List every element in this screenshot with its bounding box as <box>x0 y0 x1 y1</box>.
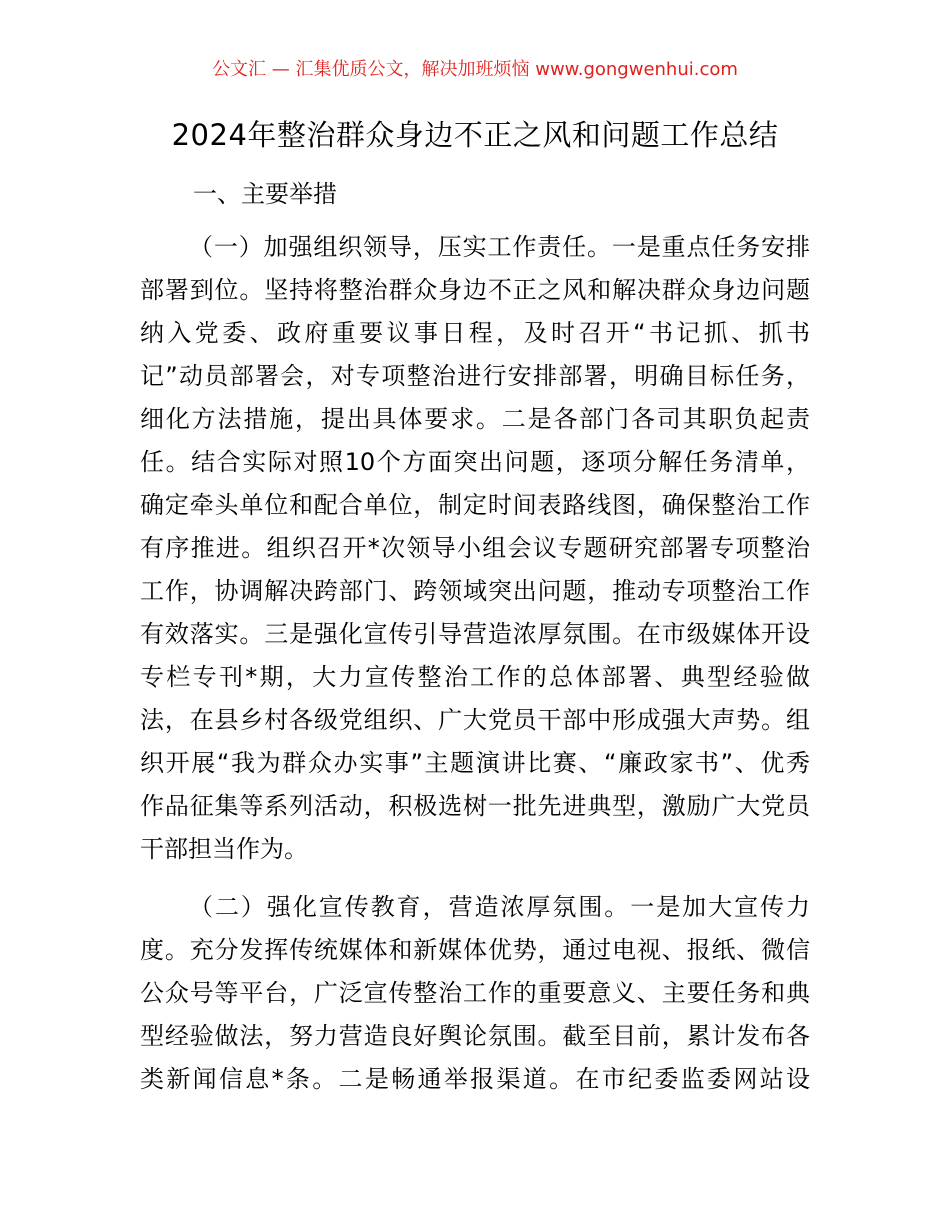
paragraph-line: 公众号等平台，广泛宣传整治工作的重要意义、主要任务和典 <box>140 979 810 1007</box>
paragraph-line: 记”动员部署会，对专项整治进行安排部署，明确目标任务， <box>140 362 810 390</box>
paragraph-line: 专栏专刊*期，大力宣传整治工作的总体部署、典型经验做 <box>140 663 810 691</box>
paragraph-line: 作品征集等系列活动，积极选树一批先进典型，激励广大党员 <box>140 792 810 820</box>
paragraph-line: 细化方法措施，提出具体要求。二是各部门各司其职负起责 <box>140 405 810 433</box>
paragraph-line: 有效落实。三是强化宣传引导营造浓厚氛围。在市级媒体开设 <box>140 620 810 648</box>
paragraph-line: 法，在县乡村各级党组织、广大党员干部中形成强大声势。组 <box>140 706 810 734</box>
paragraph-line: 度。充分发挥传统媒体和新媒体优势，通过电视、报纸、微信 <box>140 936 810 964</box>
paragraph-line: 干部担当作为。 <box>140 835 308 863</box>
paragraph-line: 部署到位。坚持将整治群众身边不正之风和解决群众身边问题 <box>140 276 810 304</box>
site-banner: 公文汇 — 汇集优质公文，解决加班烦恼 www.gongwenhui.com <box>212 59 738 80</box>
paragraph-line: （一）加强组织领导，压实工作责任。一是重点任务安排 <box>189 233 810 261</box>
paragraph-line: 纳入党委、政府重要议事日程，及时召开“书记抓、抓书 <box>140 319 810 347</box>
paragraph-line: （二）强化宣传教育，营造浓厚氛围。一是加大宣传力 <box>189 893 810 921</box>
paragraph-line: 类新闻信息*条。二是畅通举报渠道。在市纪委监委网站设 <box>140 1065 810 1093</box>
paragraph-line: 有序推进。组织召开*次领导小组会议专题研究部署专项整治 <box>140 534 810 562</box>
paragraph-2 <box>140 886 810 1101</box>
paragraph-line: 任。结合实际对照10个方面突出问题，逐项分解任务清单， <box>140 448 810 476</box>
section-heading: 一、主要举措 <box>193 180 337 208</box>
paragraph-line: 确定牵头单位和配合单位，制定时间表路线图，确保整治工作 <box>140 491 810 519</box>
paragraph-line: 工作，协调解决跨部门、跨领域突出问题，推动专项整治工作 <box>140 577 810 605</box>
paragraph-line: 型经验做法，努力营造良好舆论氛围。截至目前，累计发布各 <box>140 1022 810 1050</box>
document-title: 2024年整治群众身边不正之风和问题工作总结 <box>171 118 779 152</box>
paragraph-1 <box>140 226 810 871</box>
paragraph-line: 织开展“我为群众办实事”主题演讲比赛、“廉政家书”、优秀 <box>140 749 810 777</box>
